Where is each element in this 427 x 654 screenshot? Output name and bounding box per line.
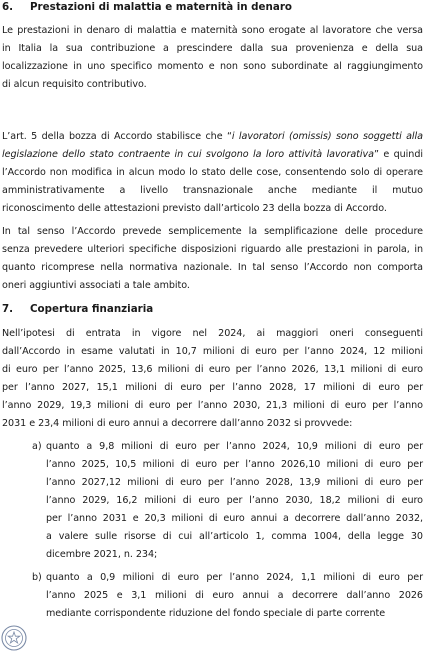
list-item-line: quanto a 0,9 milioni di euro per l’anno 2024, 1,1 milioni di euro per: [46, 572, 423, 583]
paragraph-line: l’Accordo non modifica in alcun modo lo stato delle cose, consentendo solo di operare: [2, 167, 423, 178]
list-item-line: l’anno 2025, 10,5 milioni di euro per l’anno 2026,10 milioni di euro per: [46, 459, 423, 470]
list-item-line: mediante corrispondente riduzione del fondo speciale di parte corrente: [46, 608, 386, 619]
paragraph-line: senza prevedere ulteriori specifiche disposizioni riguardo alle prestazioni in parola, in: [2, 244, 423, 255]
paragraph-line: quanto ricomprese nella normativa nazionale. In tal senso l’Accordo non comporta: [2, 262, 423, 273]
paragraph-line: riconoscimento delle attestazioni previsto dall’articolo 23 della bozza di Accordo.: [2, 203, 387, 214]
list-item-line: l’anno 2025 e 3,1 milioni di euro annui a decorrere dall’anno 2026: [46, 590, 423, 601]
quote-intro: L’art. 5 della bozza di Accordo stabilisce che “: [2, 131, 232, 142]
list-item-line: dicembre 2021, n. 234;: [46, 549, 158, 560]
republic-emblem-icon: [0, 624, 28, 652]
paragraph-line: dall’Accordo in esame valutati in 10,7 milioni di euro per l’anno 2024, 12 milioni: [2, 346, 423, 357]
section-6-heading: [2, 0, 292, 14]
paragraph-line: di alcun requisito contributivo.: [2, 79, 147, 90]
paragraph-line-with-quote: [2, 148, 423, 162]
paragraph-line: per l’anno 2027, 15,1 milioni di euro per l’anno 2028, 17 milioni di euro per: [2, 382, 423, 393]
paragraph-line: oneri aggiuntivi associati a tale ambito.: [2, 280, 190, 291]
list-item-line: quanto a 9,8 milioni di euro per l’anno 2024, 10,9 milioni di euro per: [46, 441, 423, 452]
quote-italic: legislazione dello stato contraente in cui svolgono la loro attività lavorativa: [2, 149, 374, 160]
list-item-line: l’anno 2029, 16,2 milioni di euro per l’anno 2030, 18,2 milioni di euro: [46, 495, 423, 506]
paragraph-line: In tal senso l’Accordo prevede semplicemente la semplificazione delle procedure: [2, 226, 423, 237]
paragraph-line: di euro per l’anno 2025, 13,6 milioni di euro per l’anno 2026, 13,1 milioni di euro: [2, 364, 423, 375]
paragraph-line: in Italia la sua contribuzione a prescindere dalla sua provenienza e della sua: [2, 43, 423, 54]
list-item-line: per l’anno 2031 e 20,3 milioni di euro annui a decorrere dall’anno 2032,: [46, 513, 423, 524]
paragraph-line: amministrativamente a livello transnazionale anche mediante il mutuo: [2, 185, 423, 196]
quote-italic: i lavoratori (omissis) sono soggetti alla: [231, 131, 423, 142]
section-title: Prestazioni di malattia e maternità in denaro: [30, 1, 292, 13]
list-marker-a: a): [32, 441, 42, 452]
paragraph-line: Nell’ipotesi di entrata in vigore nel 2024, ai maggiori oneri conseguenti: [2, 328, 423, 339]
paragraph-line: l’anno 2029, 19,3 milioni di euro per l’anno 2030, 21,3 milioni di euro per l’anno: [2, 400, 423, 411]
quote-outro: ” e quindi: [373, 149, 423, 160]
list-item-line: l’anno 2027,12 milioni di euro per l’anno 2028, 13,9 milioni di euro per: [46, 477, 423, 488]
paragraph-line: 2031 e 23,4 milioni di euro annui a decorrere dall’anno 2032 si provvede:: [2, 418, 353, 429]
paragraph-line: localizzazione in uno specifico momento e non sono subordinate al raggiungimento: [2, 61, 423, 72]
section-7-heading: [2, 302, 153, 316]
list-marker-b: b): [32, 572, 42, 583]
section-title: Copertura finanziaria: [30, 303, 154, 315]
section-number: 7.: [2, 303, 14, 315]
section-number: 6.: [2, 1, 14, 13]
paragraph-line-with-quote: [2, 130, 423, 144]
paragraph-line: Le prestazioni in denaro di malattia e maternità sono erogate al lavoratore che versa: [2, 25, 423, 36]
list-item-line: a valere sulle risorse di cui all’articolo 1, comma 1004, della legge 30: [46, 531, 423, 542]
